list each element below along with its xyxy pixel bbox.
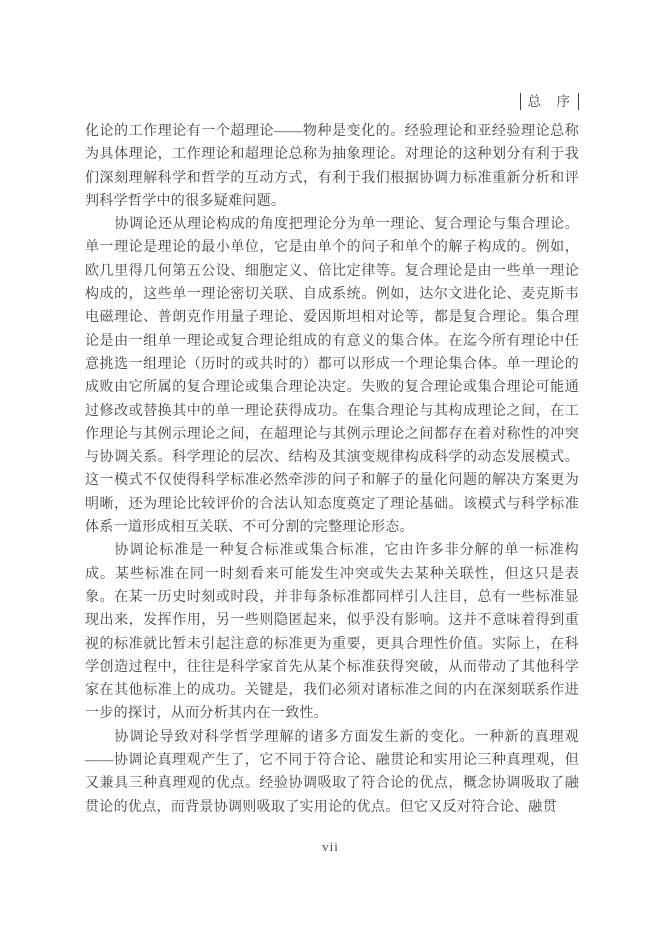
page-body [85,120,579,819]
paragraph-continuation: 化论的工作理论有一个超理论——物种是变化的。经验理论和亚经验理论总称为具体理论，工作理论和超理论总称为抽象理论。对理论的这种划分有利于我们深刻理解科学和哲学的互动方式，有利于我们根据协调力标准重新分析和评判科学哲学中的很多疑难问题。 [85,124,579,209]
page-header [85,93,579,110]
paragraph: 协调论还从理论构成的角度把理论分为单一理论、复合理论与集合理论。单一理论是理论的最小单位，它是由单个的问子和单个的解子构成的。例如，欧几里得几何第五公设、细胞定义、倍比定律等。复合理论是由一些单一理论构成的，这些单一理论密切关联、自成系统。例如，达尔文进化论、麦克斯韦电磁理论、普朗克作用量子理论、爱因斯坦相对论等，都是复合理论。集合理论是由一组单一理论或复合理论组成的有意义的集合体。在迄今所有理论中任意挑选一组理论（历时的或共时的）都可以形成一个理论集合体。单一理论的成败由它所属的复合理论或集合理论决定。失败的复合理论或集合理论可能通过修改或替换其中的单一理论获得成功。在集合理论与其构成理论之间，在工作理论与其例示理论之间，在超理论与其例示理论之间都存在着对称性的冲突与协调关系。科学理论的层次、结构及其演变规律构成科学的动态发展模式。这一模式不仅使得科学标准必然牵涉的问子和解子的量化问题的解决方案更为明晰，还为理论比较评价的合法认知态度奠定了理论基础。该模式与科学标准体系一道形成相互关联、不可分割的完整理论形态。 [85,217,579,536]
page-number: vii [322,839,339,854]
running-head-title: 总 序 [520,93,580,110]
page-footer [0,839,661,855]
paragraph: 协调论导致对科学哲学理解的诸多方面发生新的变化。一种新的真理观——协调论真理观产生了，它不同于符合论、融贯论和实用论三种真理观，但又兼具三种真理观的优点。经验协调吸取了符合论的优点，概念协调吸取了融贯论的优点，而背景协调则吸取了实用论的优点。但它又反对符合论、融贯 [85,729,579,815]
paragraph: 协调论标准是一种复合标准或集合标准，它由许多非分解的单一标准构成。某些标准在同一时刻看来可能发生冲突或失去某种关联性，但这只是表象。在某一历史时刻或时段，并非每条标准都同样引人注目，总有一些标准显现出来，发挥作用，另一些则隐匿起来，似乎没有影响。这并不意味着得到重视的标准就比暂未引起注意的标准更为重要，更具合理性价值。实际上，在科学创造过程中，往往是科学家首先从某个标准获得突破，从而带动了其他科学家在其他标准上的成功。关键是，我们必须对诸标准之间的内在深刻联系作进一步的探讨，从而分析其内在一致性。 [85,543,579,722]
